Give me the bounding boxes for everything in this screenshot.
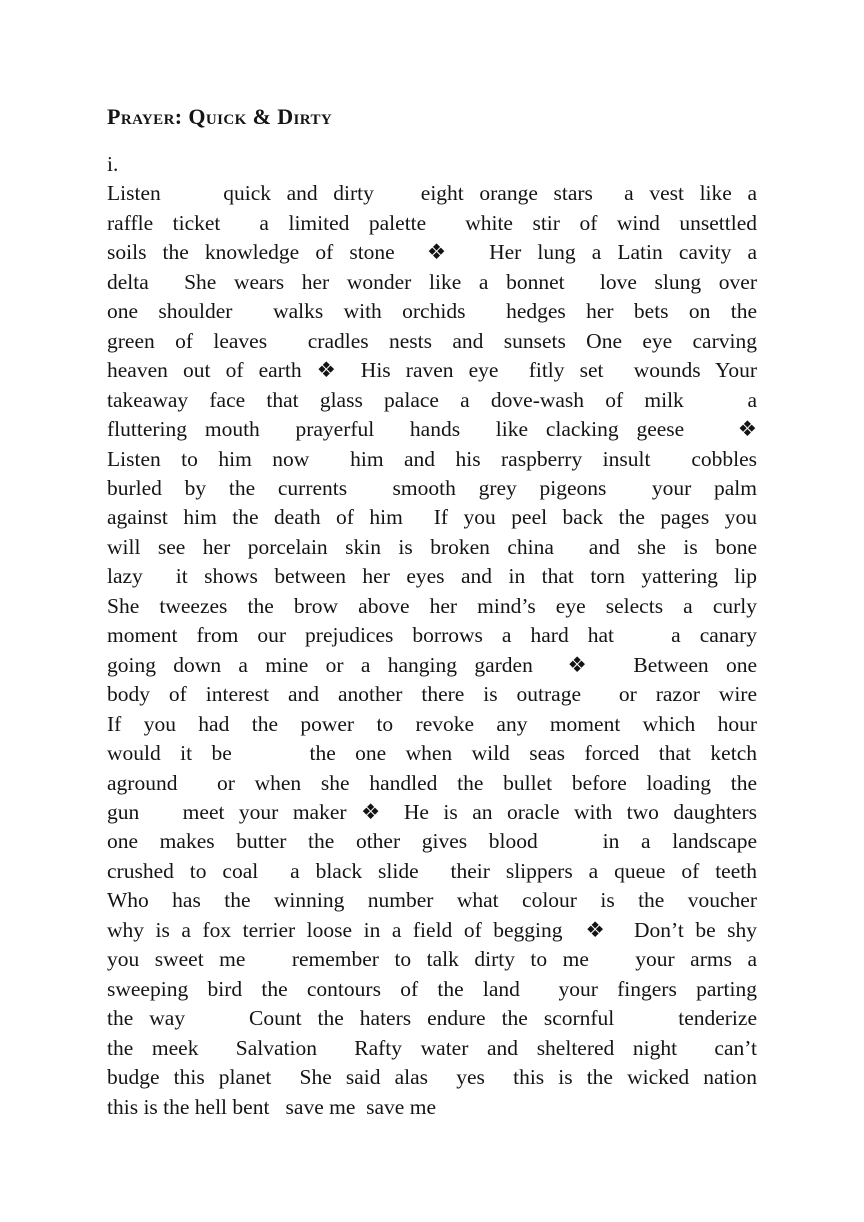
poem-line: Who has the winning number what colour is the voucher	[107, 888, 757, 913]
section-number: i.	[107, 152, 119, 176]
poem-line: delta She wears her wonder like a bonnet love slung over	[107, 269, 757, 294]
poem-line: gun meet your maker ❖ He is an oracle with two daughters	[107, 799, 757, 824]
poem-line: one shoulder walks with orchids hedges her bets on the	[107, 299, 757, 324]
poem-line: raffle ticket a limited palette white stir of wind unsettled	[107, 210, 757, 235]
poem-line: She tweezes the brow above her mind’s eye selects a curly	[107, 593, 757, 618]
poem-line: green of leaves cradles nests and sunsets One eye carving	[107, 328, 757, 353]
poem-line: the meek Salvation Rafty water and sheltered night can’t	[107, 1035, 757, 1060]
poem-line: budge this planet She said alas yes this is the wicked nation	[107, 1065, 757, 1090]
poem-line: burled by the currents smooth grey pigeons your palm	[107, 475, 757, 500]
poem-line: will see her porcelain skin is broken china and she is bone	[107, 534, 757, 559]
poem-line: this is the hell bent save me save me	[107, 1094, 436, 1119]
poem-line: the way Count the haters endure the scornful tenderize	[107, 1006, 757, 1031]
poem-line: sweeping bird the contours of the land your fingers parting	[107, 976, 757, 1001]
poem-line: takeaway face that glass palace a dove-wash of milk a	[107, 387, 757, 412]
poem-line: heaven out of earth ❖ His raven eye fitly set wounds Your	[107, 358, 757, 383]
poem-line: soils the knowledge of stone ❖ Her lung a Latin cavity a	[107, 240, 757, 265]
poem-line: why is a fox terrier loose in a field of begging ❖ Don’t be shy	[107, 917, 757, 942]
poem-line: fluttering mouth prayerful hands like clacking geese ❖	[107, 417, 757, 442]
poem-line: aground or when she handled the bullet before loading the	[107, 770, 757, 795]
poem-lines	[107, 179, 757, 1122]
text-block	[107, 103, 757, 1122]
poem-title: Prayer: Quick & Dirty	[107, 104, 333, 129]
poem-line: would it be the one when wild seas forced that ketch	[107, 741, 757, 766]
poem-line: Listen to him now him and his raspberry insult cobbles	[107, 446, 757, 471]
poem-line: against him the death of him If you peel back the pages you	[107, 505, 757, 530]
poem-line: If you had the power to revoke any moment which hour	[107, 711, 757, 736]
poem-line: crushed to coal a black slide their slippers a queue of teeth	[107, 858, 757, 883]
poem-line: going down a mine or a hanging garden ❖ Between one	[107, 652, 757, 677]
poem-line: you sweet me remember to talk dirty to me your arms a	[107, 947, 757, 972]
poem-line: moment from our prejudices borrows a hard hat a canary	[107, 623, 757, 648]
poem-line: body of interest and another there is outrage or razor wire	[107, 682, 757, 707]
poem-line: Listen quick and dirty eight orange stars a vest like a	[107, 181, 757, 206]
poem-line: one makes butter the other gives blood in a landscape	[107, 829, 757, 854]
poem-line: lazy it shows between her eyes and in that torn yattering lip	[107, 564, 757, 589]
